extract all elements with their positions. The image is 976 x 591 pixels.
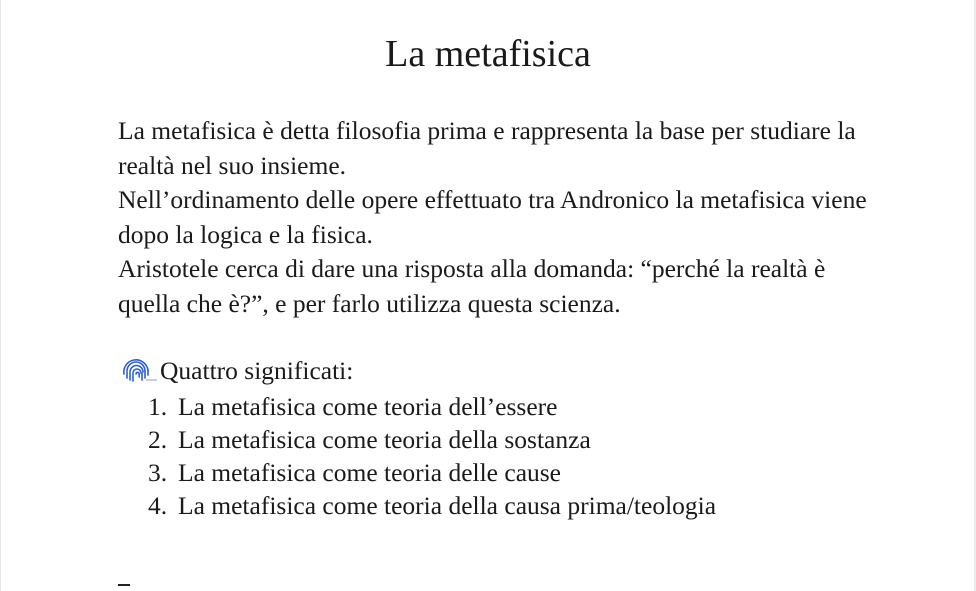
list-item-number: 2. [148, 425, 168, 454]
list-item-number: 3. [148, 458, 168, 487]
list-item-text: La metafisica come teoria dell’essere [178, 392, 558, 421]
list-item [148, 456, 716, 489]
list-item-number: 4. [148, 491, 168, 520]
page-title: La metafisica [385, 33, 591, 75]
list-item-text: La metafisica come teoria delle cause [178, 458, 561, 487]
list-item [148, 390, 716, 423]
page-left-edge [0, 0, 1, 591]
list-item-text: La metafisica come teoria della sostanza [178, 425, 591, 454]
intro-text [118, 114, 878, 321]
fingerprint-icon [118, 358, 158, 384]
section-heading-label: Quattro significati: [160, 356, 354, 385]
intro-paragraph: Nell’ordinamento delle opere effettuato tra Andronico la metafisica viene dopo la logica e la fisica. [118, 185, 867, 249]
meanings-list [148, 390, 716, 522]
list-item-number: 1. [148, 392, 168, 421]
footer-mark [118, 584, 130, 586]
intro-paragraph: La metafisica è detta filosofia prima e rappresenta la base per studiare la realtà nel suo insieme. [118, 116, 856, 180]
list-item-text: La metafisica come teoria della causa prima/teologia [178, 491, 717, 520]
intro-paragraph: Aristotele cerca di dare una risposta alla domanda: “perché la realtà è quella che è?”, e per farlo utilizza questa scienza. [118, 254, 826, 318]
section-heading [118, 354, 353, 388]
list-item [148, 423, 716, 456]
list-item [148, 489, 716, 522]
